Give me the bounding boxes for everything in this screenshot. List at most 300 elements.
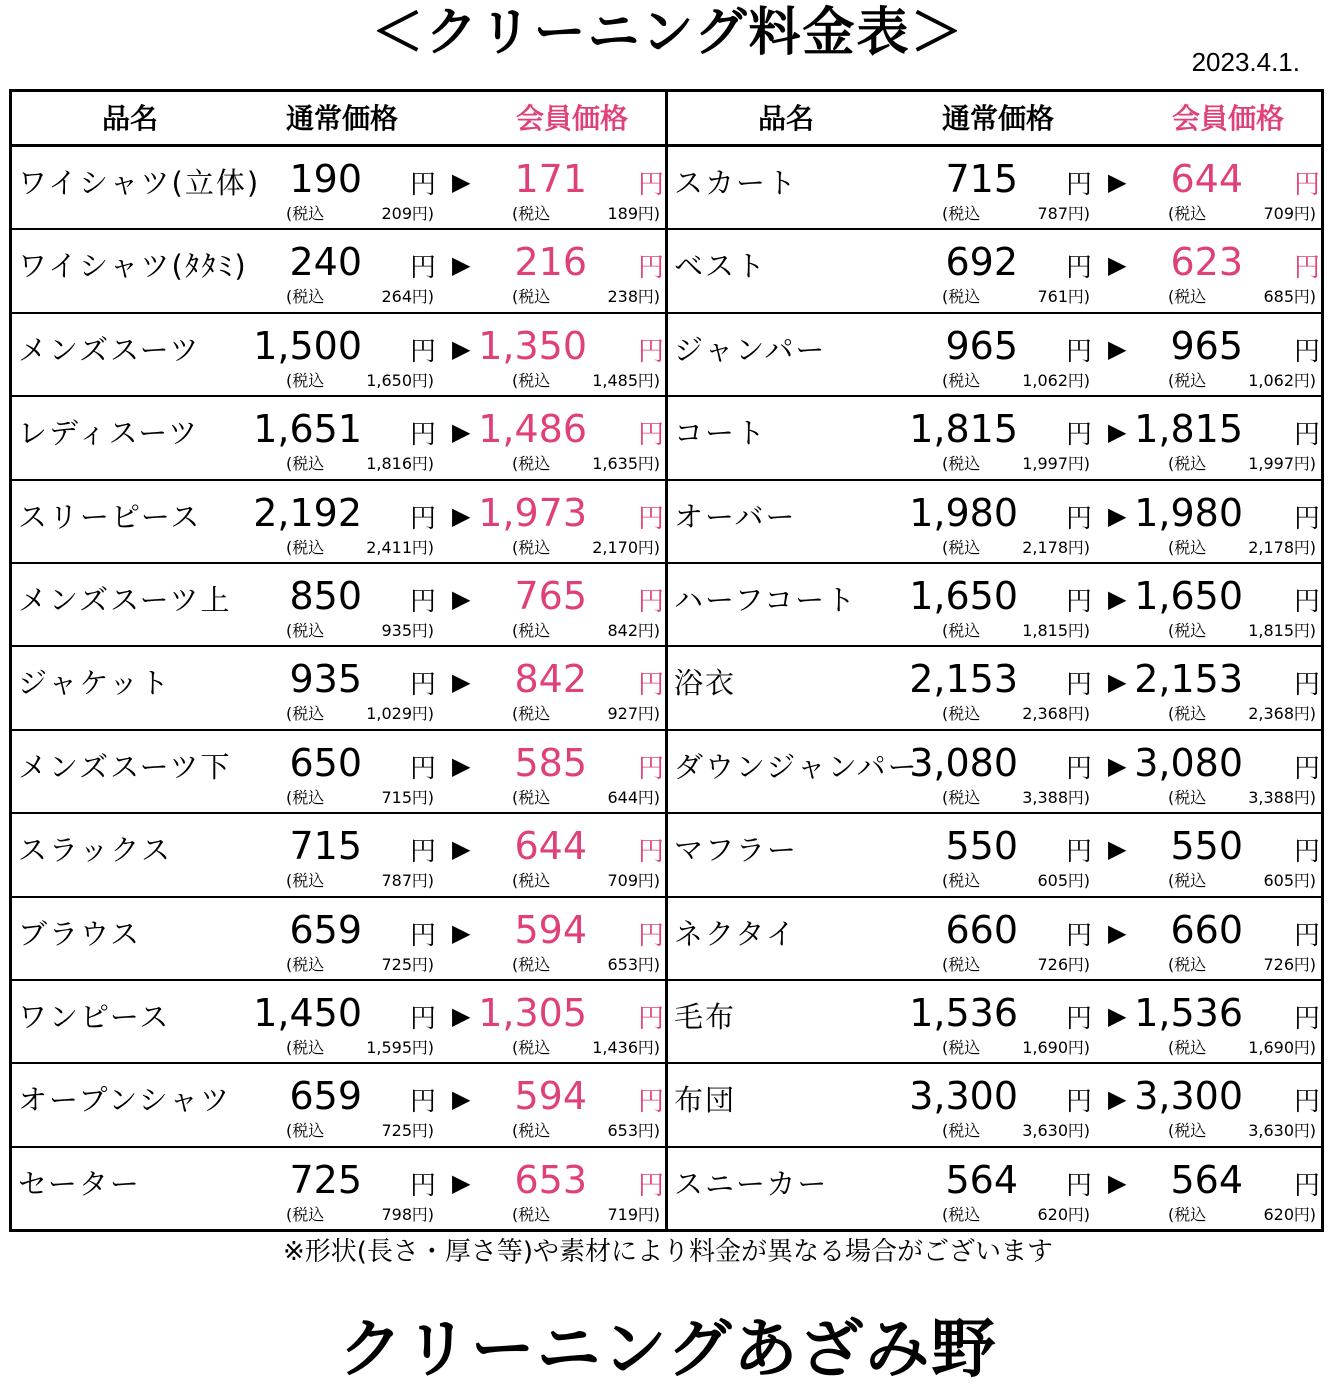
- yen-unit: 円: [410, 503, 437, 534]
- item-name: ブラウス: [18, 916, 142, 951]
- normal-price: 190: [289, 157, 362, 201]
- normal-tax-price: 3,388: [1022, 787, 1068, 807]
- tax-close: 円): [1293, 1204, 1316, 1224]
- normal-tax-price: 209: [381, 204, 412, 223]
- normal-tax-price: 2,178: [1022, 537, 1068, 557]
- tax-close: 円): [1067, 704, 1090, 724]
- item-name: メンズスーツ上: [18, 582, 232, 617]
- normal-price: 692: [945, 240, 1018, 285]
- tax-close: 円): [1293, 954, 1316, 974]
- tax-label: (税込: [1168, 454, 1207, 474]
- tax-close: 円): [637, 1121, 660, 1141]
- arrow-right-icon: ▶: [452, 501, 471, 530]
- member-price: 1,350: [478, 323, 587, 368]
- tax-close: 円): [411, 204, 434, 223]
- arrow-right-icon: ▶: [1108, 1085, 1127, 1114]
- yen-unit: 円: [1294, 837, 1321, 868]
- member-price: 2,153: [1134, 657, 1243, 702]
- member-tax-price: 3,388: [1248, 787, 1294, 807]
- normal-tax-price: 2,411: [366, 537, 412, 557]
- tax-close: 円): [1067, 954, 1090, 974]
- arrow-right-icon: ▶: [1108, 168, 1127, 196]
- normal-price: 3,300: [909, 1074, 1018, 1119]
- tax-label: (税込: [512, 704, 551, 724]
- member-tax-price: 2,178: [1248, 537, 1294, 557]
- table-row: [12, 731, 665, 814]
- tax-close: 円): [411, 704, 434, 724]
- member-price: 842: [514, 657, 587, 702]
- table-row: [12, 981, 665, 1064]
- member-price: 1,815: [1134, 407, 1243, 452]
- arrow-right-icon: ▶: [1108, 1001, 1127, 1030]
- yen-unit: 円: [638, 670, 665, 701]
- header-normal-price: 通常価格: [286, 102, 399, 135]
- normal-price: 1,536: [909, 990, 1018, 1035]
- tax-label: (税込: [1168, 370, 1207, 390]
- normal-price: 715: [945, 157, 1018, 201]
- normal-price: 650: [289, 740, 362, 785]
- tax-label: (税込: [942, 370, 981, 390]
- member-price: 644: [1170, 157, 1243, 201]
- tax-close: 円): [1293, 287, 1316, 307]
- member-price: 585: [514, 740, 587, 785]
- tax-close: 円): [637, 537, 660, 557]
- table-row: [668, 147, 1321, 230]
- arrow-right-icon: ▶: [452, 751, 471, 780]
- item-name: ワイシャツ(立体): [18, 166, 261, 200]
- arrow-right-icon: ▶: [1108, 334, 1127, 363]
- normal-tax-price: 1,650: [366, 370, 412, 390]
- yen-unit: 円: [410, 837, 437, 868]
- tax-label: (税込: [286, 954, 325, 974]
- tax-close: 円): [637, 204, 660, 223]
- tax-label: (税込: [286, 370, 325, 390]
- member-tax-price: 238: [607, 287, 638, 307]
- member-price: 550: [1170, 824, 1243, 869]
- arrow-right-icon: ▶: [452, 168, 471, 196]
- footnote: ※形状(長さ・厚さ等)や素材により料金が異なる場合がございます: [282, 1237, 1054, 1267]
- tax-close: 円): [637, 871, 660, 891]
- member-tax-price: 189: [607, 204, 638, 223]
- normal-tax-price: 726: [1037, 954, 1068, 974]
- normal-price: 935: [289, 657, 362, 702]
- tax-label: (税込: [512, 287, 551, 307]
- normal-tax-price: 2,368: [1022, 704, 1068, 724]
- item-name: ワイシャツ(ﾀﾀﾐ): [18, 249, 248, 284]
- tax-label: (税込: [286, 704, 325, 724]
- tax-close: 円): [637, 454, 660, 474]
- yen-unit: 円: [1066, 170, 1093, 200]
- tax-label: (税込: [512, 1037, 551, 1057]
- tax-close: 円): [1067, 1121, 1090, 1141]
- tax-close: 円): [411, 954, 434, 974]
- tax-close: 円): [411, 871, 434, 891]
- yen-unit: 円: [638, 837, 665, 868]
- yen-unit: 円: [410, 336, 437, 367]
- normal-tax-price: 1,997: [1022, 454, 1068, 474]
- arrow-right-icon: ▶: [1108, 835, 1127, 864]
- item-name: ジャケット: [18, 666, 171, 701]
- table-row: [668, 230, 1321, 313]
- normal-price: 725: [289, 1157, 362, 1202]
- normal-price: 1,980: [909, 490, 1018, 535]
- member-tax-price: 3,630: [1248, 1121, 1294, 1141]
- yen-unit: 円: [638, 586, 665, 617]
- normal-price: 715: [289, 824, 362, 869]
- tax-label: (税込: [286, 454, 325, 474]
- normal-price: 3,080: [909, 740, 1018, 785]
- tax-close: 円): [411, 787, 434, 807]
- tax-label: (税込: [1168, 1037, 1207, 1057]
- member-price: 1,536: [1134, 990, 1243, 1035]
- item-name: スリーピース: [18, 499, 202, 534]
- member-price: 594: [514, 907, 587, 952]
- normal-price: 659: [289, 1074, 362, 1119]
- yen-unit: 円: [638, 503, 665, 534]
- normal-price: 1,815: [909, 407, 1018, 452]
- arrow-right-icon: ▶: [452, 251, 471, 280]
- normal-price: 240: [289, 240, 362, 285]
- tax-label: (税込: [512, 620, 551, 640]
- table-row: [12, 647, 665, 730]
- arrow-right-icon: ▶: [1108, 918, 1127, 947]
- tax-label: (税込: [1168, 1204, 1207, 1224]
- tax-close: 円): [1293, 537, 1316, 557]
- tax-close: 円): [1067, 787, 1090, 807]
- yen-unit: 円: [1294, 503, 1321, 534]
- tax-close: 円): [637, 787, 660, 807]
- tax-label: (税込: [512, 454, 551, 474]
- normal-price: 850: [289, 573, 362, 618]
- table-row: [12, 564, 665, 647]
- normal-price: 1,500: [253, 323, 362, 368]
- member-tax-price: 719: [607, 1204, 638, 1224]
- normal-tax-price: 1,690: [1022, 1037, 1068, 1057]
- tax-label: (税込: [1168, 954, 1207, 974]
- tax-label: (税込: [512, 787, 551, 807]
- item-name: メンズスーツ: [18, 332, 201, 367]
- arrow-right-icon: ▶: [1108, 668, 1127, 697]
- tax-close: 円): [411, 1204, 434, 1224]
- tax-label: (税込: [1168, 620, 1207, 640]
- normal-tax-price: 725: [381, 1121, 412, 1141]
- yen-unit: 円: [1294, 1170, 1321, 1201]
- tax-label: (税込: [286, 204, 325, 223]
- normal-price: 1,650: [909, 573, 1018, 618]
- arrow-right-icon: ▶: [452, 918, 471, 947]
- member-tax-price: 653: [607, 954, 638, 974]
- tax-close: 円): [637, 370, 660, 390]
- yen-unit: 円: [1294, 170, 1321, 200]
- yen-unit: 円: [638, 170, 665, 200]
- tax-close: 円): [1067, 1204, 1090, 1224]
- normal-tax-price: 787: [1037, 204, 1068, 223]
- tax-close: 円): [1293, 704, 1316, 724]
- table-row: [668, 898, 1321, 981]
- tax-label: (税込: [1168, 1121, 1207, 1141]
- normal-tax-price: 935: [381, 620, 412, 640]
- normal-price: 550: [945, 824, 1018, 869]
- tax-close: 円): [411, 1037, 434, 1057]
- tax-label: (税込: [942, 204, 981, 223]
- table-row: [668, 1064, 1321, 1147]
- yen-unit: 円: [410, 670, 437, 701]
- tax-label: (税込: [942, 620, 981, 640]
- arrow-right-icon: ▶: [1108, 501, 1127, 530]
- table-row: [668, 397, 1321, 480]
- tax-close: 円): [1293, 787, 1316, 807]
- yen-unit: 円: [1294, 753, 1321, 784]
- yen-unit: 円: [410, 1170, 437, 1201]
- member-price: 594: [514, 1074, 587, 1119]
- tax-close: 円): [1067, 454, 1090, 474]
- yen-unit: 円: [1294, 1003, 1321, 1034]
- tax-label: (税込: [942, 871, 981, 891]
- date-label: 2023.4.1.: [1191, 47, 1300, 77]
- yen-unit: 円: [638, 253, 665, 284]
- arrow-right-icon: ▶: [1108, 584, 1127, 613]
- tax-close: 円): [637, 287, 660, 307]
- normal-tax-price: 1,816: [366, 454, 412, 474]
- member-price: 1,973: [478, 490, 587, 535]
- table-row: [12, 898, 665, 981]
- member-price: 660: [1170, 907, 1243, 952]
- table-row: [12, 314, 665, 397]
- yen-unit: 円: [1294, 586, 1321, 617]
- normal-tax-price: 264: [381, 287, 412, 307]
- table-row: [12, 481, 665, 564]
- tax-label: (税込: [1168, 871, 1207, 891]
- tax-label: (税込: [512, 1121, 551, 1141]
- tax-label: (税込: [1168, 787, 1207, 807]
- yen-unit: 円: [638, 753, 665, 784]
- arrow-right-icon: ▶: [452, 418, 471, 447]
- item-name: コート: [674, 416, 768, 451]
- header-item-name: 品名: [102, 102, 159, 135]
- member-tax-price: 2,368: [1248, 704, 1294, 724]
- tax-close: 円): [411, 537, 434, 557]
- normal-tax-price: 1,062: [1022, 370, 1068, 390]
- tax-label: (税込: [286, 787, 325, 807]
- normal-price: 2,153: [909, 657, 1018, 702]
- member-price: 216: [514, 240, 587, 285]
- item-name: レディスーツ: [18, 416, 200, 451]
- arrow-right-icon: ▶: [452, 668, 471, 697]
- member-price: 3,080: [1134, 740, 1243, 785]
- arrow-right-icon: ▶: [452, 835, 471, 864]
- header-member-price: 会員価格: [516, 102, 629, 135]
- tax-label: (税込: [1168, 287, 1207, 307]
- tax-close: 円): [637, 1204, 660, 1224]
- normal-tax-price: 3,630: [1022, 1121, 1068, 1141]
- yen-unit: 円: [1066, 586, 1093, 617]
- member-tax-price: 842: [607, 620, 638, 640]
- table-row: [12, 230, 665, 313]
- member-price: 644: [514, 824, 587, 869]
- table-row: [12, 1064, 665, 1147]
- tax-close: 円): [637, 1037, 660, 1057]
- tax-label: (税込: [942, 537, 981, 557]
- yen-unit: 円: [1294, 670, 1321, 701]
- tax-label: (税込: [942, 1121, 981, 1141]
- yen-unit: 円: [1294, 920, 1321, 951]
- tax-label: (税込: [286, 871, 325, 891]
- member-price: 171: [514, 157, 587, 201]
- member-price: 3,300: [1134, 1074, 1243, 1119]
- tax-label: (税込: [942, 287, 981, 307]
- yen-unit: 円: [638, 1087, 665, 1118]
- tax-close: 円): [1067, 871, 1090, 891]
- header-item-name: 品名: [758, 102, 815, 135]
- normal-price: 1,450: [253, 990, 362, 1035]
- yen-unit: 円: [638, 920, 665, 951]
- tax-label: (税込: [942, 787, 981, 807]
- tax-label: (税込: [512, 954, 551, 974]
- yen-unit: 円: [1066, 253, 1093, 284]
- page-title: ＜クリーニング料金表＞: [371, 3, 965, 63]
- yen-unit: 円: [410, 586, 437, 617]
- member-tax-price: 709: [1263, 204, 1294, 223]
- yen-unit: 円: [1294, 420, 1321, 451]
- item-name: 浴衣: [674, 666, 737, 701]
- item-name: ワンピース: [18, 999, 171, 1034]
- yen-unit: 円: [1294, 336, 1321, 367]
- tax-label: (税込: [512, 537, 551, 557]
- tax-close: 円): [1293, 620, 1316, 640]
- yen-unit: 円: [1066, 1003, 1093, 1034]
- header-normal-price: 通常価格: [942, 102, 1055, 135]
- yen-unit: 円: [1066, 837, 1093, 868]
- tax-close: 円): [1067, 287, 1090, 307]
- table-row: [12, 147, 665, 230]
- price-table: [9, 89, 1324, 1232]
- normal-price: 660: [945, 907, 1018, 952]
- arrow-right-icon: ▶: [452, 1085, 471, 1114]
- tax-label: (税込: [512, 871, 551, 891]
- tax-label: (税込: [286, 1204, 325, 1224]
- tax-close: 円): [1293, 1121, 1316, 1141]
- yen-unit: 円: [1066, 336, 1093, 367]
- member-tax-price: 927: [607, 704, 638, 724]
- normal-tax-price: 1,029: [366, 704, 412, 724]
- tax-close: 円): [637, 704, 660, 724]
- table-row: [12, 397, 665, 480]
- normal-tax-price: 798: [381, 1204, 412, 1224]
- item-name: ジャンパー: [674, 332, 827, 367]
- tax-close: 円): [411, 1121, 434, 1141]
- yen-unit: 円: [638, 336, 665, 367]
- tax-label: (税込: [1168, 204, 1207, 223]
- table-row: [668, 314, 1321, 397]
- item-name: マフラー: [674, 833, 799, 868]
- yen-unit: 円: [1294, 1087, 1321, 1118]
- yen-unit: 円: [410, 753, 437, 784]
- table-row: [668, 1148, 1321, 1229]
- table-row: [668, 564, 1321, 647]
- tax-close: 円): [637, 954, 660, 974]
- yen-unit: 円: [410, 1087, 437, 1118]
- normal-tax-price: 1,595: [366, 1037, 412, 1057]
- item-name: オープンシャツ: [18, 1083, 232, 1118]
- table-row: [668, 481, 1321, 564]
- right-rows: [668, 147, 1321, 1229]
- item-name: スニーカー: [674, 1166, 829, 1201]
- member-price: 965: [1170, 323, 1243, 368]
- member-tax-price: 1,436: [592, 1037, 638, 1057]
- table-row: [668, 981, 1321, 1064]
- item-name: ネクタイ: [674, 916, 797, 951]
- member-price: 653: [514, 1157, 587, 1202]
- tax-label: (税込: [286, 537, 325, 557]
- normal-price: 659: [289, 907, 362, 952]
- item-name: メンズスーツ下: [18, 749, 232, 784]
- arrow-right-icon: ▶: [452, 1001, 471, 1030]
- tax-close: 円): [1293, 871, 1316, 891]
- item-name: 布団: [674, 1083, 737, 1118]
- member-price: 1,650: [1134, 573, 1243, 618]
- yen-unit: 円: [1066, 753, 1093, 784]
- arrow-right-icon: ▶: [452, 1168, 471, 1197]
- yen-unit: 円: [1066, 1087, 1093, 1118]
- yen-unit: 円: [638, 420, 665, 451]
- table-header: [668, 92, 1321, 147]
- yen-unit: 円: [410, 253, 437, 284]
- arrow-right-icon: ▶: [1108, 418, 1127, 447]
- member-tax-price: 620: [1263, 1204, 1294, 1224]
- tax-close: 円): [1067, 204, 1090, 223]
- tax-label: (税込: [942, 454, 981, 474]
- tax-label: (税込: [286, 1037, 325, 1057]
- member-tax-price: 2,170: [592, 537, 638, 557]
- tax-close: 円): [1293, 1037, 1316, 1057]
- header-member-price: 会員価格: [1172, 102, 1285, 135]
- item-name: ハーフコート: [674, 582, 858, 617]
- item-name: スカート: [674, 166, 799, 200]
- tax-close: 円): [1067, 620, 1090, 640]
- member-price: 623: [1170, 240, 1243, 285]
- tax-close: 円): [1067, 370, 1090, 390]
- tax-label: (税込: [942, 1204, 981, 1224]
- normal-tax-price: 605: [1037, 871, 1068, 891]
- tax-label: (税込: [942, 954, 981, 974]
- tax-label: (税込: [512, 370, 551, 390]
- tax-close: 円): [1067, 1037, 1090, 1057]
- tax-label: (税込: [1168, 537, 1207, 557]
- yen-unit: 円: [638, 1003, 665, 1034]
- member-price: 1,980: [1134, 490, 1243, 535]
- tax-label: (税込: [286, 1121, 325, 1141]
- member-tax-price: 709: [607, 871, 638, 891]
- tax-close: 円): [411, 454, 434, 474]
- yen-unit: 円: [410, 420, 437, 451]
- tax-close: 円): [1293, 454, 1316, 474]
- yen-unit: 円: [1066, 503, 1093, 534]
- arrow-right-icon: ▶: [1108, 251, 1127, 280]
- yen-unit: 円: [410, 170, 437, 200]
- price-table-right: [668, 92, 1321, 1229]
- item-name: セーター: [18, 1166, 141, 1201]
- shop-name: クリーニングあざみ野: [338, 1313, 998, 1387]
- table-row: [12, 1148, 665, 1229]
- tax-close: 円): [411, 287, 434, 307]
- yen-unit: 円: [410, 1003, 437, 1034]
- item-name: オーバー: [674, 499, 797, 534]
- member-tax-price: 726: [1263, 954, 1294, 974]
- item-name: ダウンジャンパー: [674, 749, 919, 784]
- member-tax-price: 605: [1263, 871, 1294, 891]
- table-row: [668, 814, 1321, 897]
- tax-label: (税込: [512, 204, 551, 223]
